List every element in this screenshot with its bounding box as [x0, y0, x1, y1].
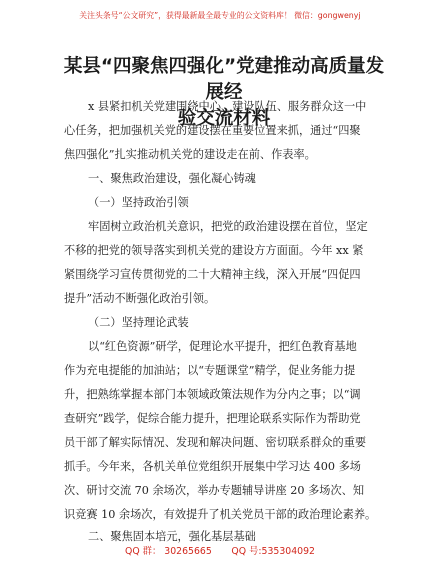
footer-contact — [0, 543, 440, 557]
footer-qq-group: QQ 群： 30265665 — [124, 546, 212, 557]
title-line-2: 验交流材料 — [177, 108, 271, 129]
sub2-line-4: 查研究”践学，促综合能力提升，把理论联系实际作为帮助党 — [64, 412, 361, 425]
sub2-line-3: 升，把熟练掌握本部门本领域政策法规作为分内之事；以“调 — [64, 388, 361, 401]
sub2-line-7: 次、研讨交流 70 余场次，举办专题辅导讲座 20 多场次、知 — [64, 484, 365, 497]
intro-line-3: 焦四强化”扎实推动机关党的建设走在前、作表率。 — [64, 148, 316, 161]
sub2-line-8: 识竞赛 10 余场次，有效提升了机关党员干部的政治理论素养。 — [64, 508, 377, 521]
subsection-2-heading: （二）坚持理论武装 — [88, 316, 189, 329]
title-line-1: 某县“四聚焦四强化”党建推动高质量发展经 — [63, 56, 385, 103]
intro-line-2: 心任务，把加强机关党的建设摆在重要位置来抓，通过“四聚 — [64, 124, 361, 137]
sub2-line-1: 以“红色资源”研学，促理论水平提升，把红色教育基地 — [88, 340, 357, 353]
sub1-line-4: 提升”活动不断强化政治引领。 — [64, 292, 216, 305]
sub1-line-2: 不移的把党的领导落实到机关党的建设方方面面。今年 xx 紧 — [64, 244, 364, 257]
sub2-line-2: 作为充电提能的加油站；以“专题课堂”精学，促业务能力提 — [64, 364, 356, 377]
footer-qq-number: QQ 号:535304092 — [231, 546, 315, 557]
sub1-line-1: 牢固树立政治机关意识，把党的政治建设摆在首位，坚定 — [88, 220, 368, 233]
sub2-line-6: 抓手。今年来，各机关单位党组织开展集中学习达 400 多场 — [64, 460, 361, 473]
sub1-line-3: 紧围绕学习宣传贯彻党的二十大精神主线，深入开展“四促四 — [64, 268, 361, 281]
sub2-line-5: 员干部了解实际情况、发现和解决问题、密切联系群众的重要 — [64, 436, 367, 449]
intro-line-1: x 县紧扣机关党建围绕中心、建设队伍、服务群众这一中 — [88, 100, 367, 113]
header-notice: 关注头条号“公文研究”，获得最新最全最专业的公文资料库！ 微信：gongwenyj — [79, 11, 361, 20]
subsection-1-heading: （一）坚持政治引领 — [88, 196, 189, 209]
document-title — [60, 54, 388, 132]
section-2-heading: 二、聚焦固本培元，强化基层基础 — [88, 530, 256, 543]
section-1-heading: 一、聚焦政治建设，强化凝心铸魂 — [88, 172, 256, 185]
